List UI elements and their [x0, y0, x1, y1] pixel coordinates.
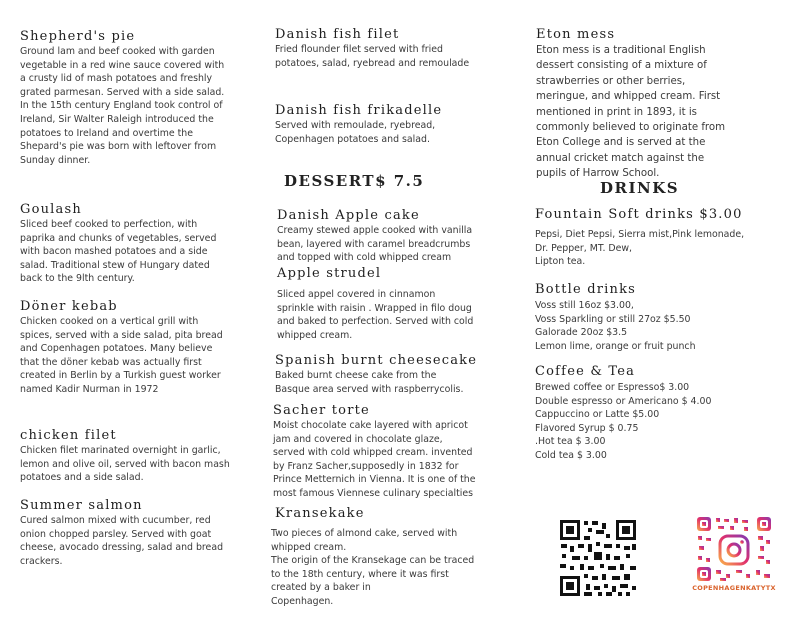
menu-item-shepherds-pie	[20, 29, 260, 167]
dessert-eton-mess	[536, 27, 776, 182]
desserts-heading: DESSERT$ 7.5	[284, 172, 425, 190]
drinks-heading: DRINKS	[600, 179, 680, 197]
item-title: Summer salmon	[20, 498, 143, 513]
drinks-coffee-tea	[535, 364, 785, 463]
item-description: Baked burnt cheese cake from the Basque area served with raspberrycolis.	[275, 370, 464, 395]
item-title: Kransekake	[275, 506, 365, 521]
drink-entry: Flavored Syrup $ 0.75	[535, 422, 639, 434]
item-title: Döner kebab	[20, 299, 118, 314]
item-title: Danish fish filet	[275, 27, 400, 42]
item-title: Danish Apple cake	[277, 208, 420, 223]
item-title: chicken filet	[20, 428, 117, 443]
drinks-section-title: Fountain Soft drinks $3.00	[535, 207, 743, 222]
drink-entry: Voss Sparkling or still 27oz $5.50	[535, 313, 691, 325]
dessert-danish-apple-cake	[277, 208, 517, 265]
menu-qr-code[interactable]	[558, 518, 638, 598]
drink-entry: Voss still 16oz $3.00,	[535, 300, 634, 311]
dessert-kransekake	[271, 506, 511, 609]
dessert-sacher-torte	[273, 403, 513, 501]
item-title: Eton mess	[536, 27, 616, 42]
instagram-icon	[720, 536, 748, 564]
item-description: Creamy stewed apple cooked with vanilla bean, layered with caramel breadcrumbs and topped with cold whipped cream	[277, 225, 473, 264]
instagram-handle: COPENHAGENKATYTX	[692, 584, 776, 592]
item-description: Fried flounder filet served with fried potatoes, salad, ryebread and remoulade	[275, 44, 470, 69]
item-title: Spanish burnt cheesecake	[275, 353, 478, 368]
item-title: Apple strudel	[277, 266, 382, 281]
drink-entry: Double espresso or Americano $ 4.00	[535, 395, 712, 407]
menu-item-summer-salmon	[20, 498, 260, 568]
menu-item-chicken-filet	[20, 428, 265, 485]
drinks-section-title: Bottle drinks	[535, 282, 637, 297]
drinks-section-title: Coffee & Tea	[535, 364, 636, 379]
item-description: Two pieces of almond cake, served with whipped cream. The origin of the Kransekage can be traced to the 18th century, where it was first created by a baker in Copenhagen.	[271, 528, 475, 607]
item-description: Sliced appel covered in cinnamon sprinkle with raisin . Wrapped in filo doug and baked to perfection. Served with cold whipped cream.	[277, 289, 474, 341]
drink-entry: Cappuccino or Latte $5.00	[535, 409, 660, 421]
drink-entry: Lipton tea.	[535, 256, 586, 268]
menu-item-danish-fish-filet	[275, 27, 515, 70]
item-description: Sliced beef cooked to perfection, with paprika and chunks of vegetables, served with bacon mashed potatoes and a side salad. Traditional stew of Hungary dated back to the 9lth century.	[20, 219, 217, 285]
drink-entry: Brewed coffee or Espresso$ 3.00	[535, 382, 690, 393]
item-title: Goulash	[20, 202, 82, 217]
drink-entry: Dr. Pepper, MT. Dew,	[535, 242, 633, 254]
dessert-apple-strudel	[277, 266, 517, 342]
item-description: Chicken cooked on a vertical grill with spices, served with a side salad, pita bread and Copenhagen potatoes. Many believe that the döner kebab was actually first created in Berlin by a Turkish guest worker named Kadir Nurman in 1972	[20, 316, 223, 395]
drinks-list	[535, 299, 785, 353]
drink-entry: Pepsi, Diet Pepsi, Sierra mist,Pink lemonade,	[535, 229, 745, 240]
menu-item-doner-kebab	[20, 299, 260, 397]
item-description: Eton mess is a traditional English dessert consisting of a mixture of strawberries or other berries, meringue, and whipped cream. First mentioned in print in 1893, it is commonly believed to originate from Eton College and is served at the annual cricket match against the pupils of Harrow School.	[536, 45, 726, 180]
drinks-fountain	[535, 207, 785, 269]
item-description: Cured salmon mixed with cucumber, red onion chopped parsley. Served with goat cheese, avocado dressing, salad and bread crackers.	[20, 515, 224, 567]
drink-entry: Galorade 20oz $3.5	[535, 327, 628, 339]
drinks-bottle	[535, 282, 785, 353]
item-description: Chicken filet marinated overnight in garlic, lemon and olive oil, served with bacon mash potatoes and a side salad.	[20, 445, 230, 484]
menu-item-danish-fish-frikadelle	[275, 103, 515, 146]
item-title: Shepherd's pie	[20, 29, 136, 44]
drinks-list	[535, 228, 785, 269]
instagram-qr-code[interactable]	[696, 516, 772, 582]
menu-item-goulash	[20, 202, 260, 286]
dessert-spanish-burnt-cheesecake	[275, 353, 515, 396]
item-description: Served with remoulade, ryebread, Copenhagen potatoes and salad.	[275, 120, 436, 145]
drink-entry: Lemon lime, orange or fruit punch	[535, 340, 696, 352]
item-title: Sacher torte	[273, 403, 370, 418]
drinks-list	[535, 381, 785, 463]
item-description: Ground lam and beef cooked with garden vegetable in a red wine sauce covered with a crusty lid of mash potatoes and freshly grated parmesan. Served with a side salad. In the 15th century England took control of Ireland, Sir Walter Raleigh introduced the potatoes to Ireland and overtime the Shepard's pie was born with leftover from Sunday dinner.	[20, 46, 225, 166]
drink-entry: .Hot tea $ 3.00	[535, 436, 606, 448]
drink-entry: Cold tea $ 3.00	[535, 449, 607, 461]
item-title: Danish fish frikadelle	[275, 103, 443, 118]
item-description: Moist chocolate cake layered with apricot jam and covered in chocolate glaze, served with cold whipped cream. invented by Franz Sacher,supposedly in 1832 for Prince Metternich in Vienna. It is one of the most famous Viennese culinary specialties	[273, 420, 476, 499]
